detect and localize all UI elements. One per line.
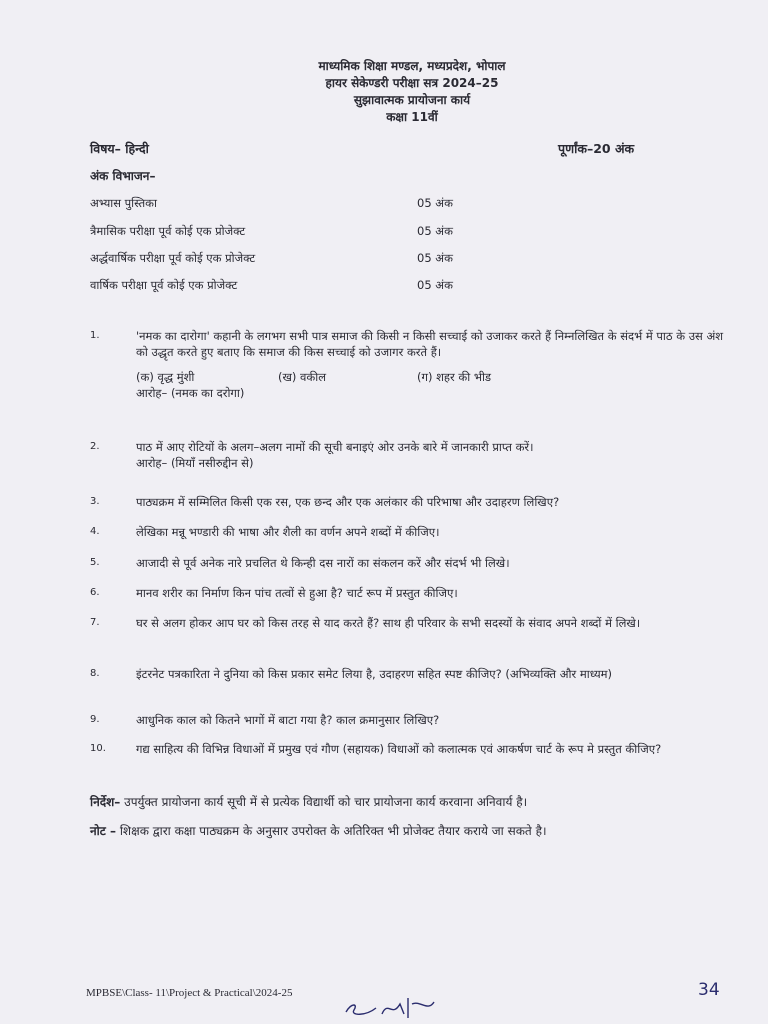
question-reference: आरोह– (मियाँ नसीरुद्दीन से) [136, 456, 254, 470]
option-kha: (ख) वकील [278, 370, 327, 384]
marks-row [90, 278, 490, 296]
question-text: आजादी से पूर्व अनेक नारे प्रचलित थे किन्ही दस नारों का संकलन करें और संदर्भ भी लिखे। [136, 556, 510, 570]
question-number: 3. [90, 496, 100, 507]
question-number: 10. [90, 743, 106, 754]
subject-label: विषय– हिन्दी [90, 141, 149, 156]
signature-icon [342, 990, 442, 1020]
option-ka: (क) वृद्ध मुंशी [136, 370, 195, 384]
question-options [136, 369, 730, 385]
footer-path: MPBSE\Class- 11\Project & Practical\2024-25 [86, 987, 293, 999]
question-number: 9. [90, 714, 100, 725]
question-text: गद्य साहित्य की विभिन्न विधाओं में प्रमुख एवं गौण (सहायक) विधाओं को कलात्मक एवं आकर्षण चार्ट के रूप मे प्रस्तुत कीजिए? [136, 742, 662, 756]
page-number: 34 [698, 980, 720, 1000]
marks-row-value: 05 अंक [417, 251, 453, 265]
instruction-text: उपर्युक्त प्रायोजना कार्य सूची में से प्रत्येक विद्यार्थी को चार प्रायोजना कार्य करवाना अनिवार्य है। [124, 795, 528, 809]
marks-row [90, 251, 490, 269]
note-line [90, 823, 730, 839]
question-number: 2. [90, 441, 100, 452]
marks-row-value: 05 अंक [417, 196, 453, 210]
question-number: 8. [90, 668, 100, 679]
question-number: 4. [90, 526, 100, 537]
question-text: आधुनिक काल को कितने भागों में बाटा गया है? काल क्रमानुसार लिखिए? [136, 713, 440, 727]
option-ga: (ग) शहर की भीड [417, 370, 492, 384]
marks-row-label: अभ्यास पुस्तिका [90, 196, 157, 210]
board-name: माध्यमिक शिक्षा मण्डल, मध्यप्रदेश, भोपाल [318, 59, 506, 73]
marks-row [90, 196, 490, 214]
note-label: नोट – [90, 824, 116, 838]
question-text: लेखिका मन्नू भण्डारी की भाषा और शैली का वर्णन अपने शब्दों में कीजिए। [136, 525, 440, 539]
question-text: घर से अलग होकर आप घर को किस तरह से याद करते हैं? साथ ही परिवार के सभी सदस्यों के संवाद अपने शब्दों में लिखे। [136, 616, 641, 630]
class-name: कक्षा 11वीं [386, 110, 438, 124]
instruction-label: निर्देश– [90, 795, 121, 809]
max-marks-label: पूर्णांक–20 अंक [558, 141, 635, 156]
marks-row-value: 05 अंक [417, 224, 453, 238]
question-text: मानव शरीर का निर्माण किन पांच तत्वों से हुआ है? चार्ट रूप में प्रस्तुत कीजिए। [136, 586, 458, 600]
marks-row-label: त्रैमासिक परीक्षा पूर्व कोई एक प्रोजेक्ट [90, 224, 246, 238]
question-reference: आरोह– (नमक का दरोगा) [136, 386, 245, 400]
marks-row-label: वार्षिक परीक्षा पूर्व कोई एक प्रोजेक्ट [90, 278, 238, 292]
question-text: पाठ में आए रोटियों के अलग–अलग नामों की सूची बनाइएं ओर उनके बारे में जानकारी प्राप्त करें। [136, 440, 534, 454]
question-number: 6. [90, 587, 100, 598]
document-title: सुझावात्मक प्रायोजना कार्य [353, 93, 471, 107]
marks-division-title: अंक विभाजन– [90, 169, 156, 183]
marks-row-label: अर्द्धवार्षिक परीक्षा पूर्व कोई एक प्रोजेक्ट [90, 251, 256, 265]
question-text: 'नमक का दारोगा' कहानी के लगभग सभी पात्र समाज की किसी न किसी सच्चाई को उजाकर करते हैं निम्नलिखित के संदर्भ में पाठ के उस अंश को उद्धृत करते हुए बताए कि समाज की किस सच्चाई को उजागर करते हैं। [136, 329, 724, 359]
question-number: 5. [90, 557, 100, 568]
question-number: 7. [90, 617, 100, 628]
exam-session: हायर सेकेण्डरी परीक्षा सत्र 2024–25 [325, 76, 499, 90]
document-header [0, 58, 768, 126]
note-text: शिक्षक द्वारा कक्षा पाठ्यक्रम के अनुसार उपरोक्त के अतिरिक्त भी प्रोजेक्ट तैयार कराये जा सकते है। [119, 824, 547, 838]
marks-row-value: 05 अंक [417, 278, 453, 292]
question-text: इंटरनेट पत्रकारिता ने दुनिया को किस प्रकार समेट लिया है, उदाहरण सहित स्पष्ट कीजिए? (अभिव्यक्ति और माध्यम) [136, 667, 613, 681]
question-number: 1. [90, 330, 100, 341]
question-text: पाठ्यक्रम में सम्मिलित किसी एक रस, एक छन्द और एक अलंकार की परिभाषा और उदाहरण लिखिए? [136, 495, 560, 509]
marks-row [90, 224, 490, 242]
instruction-line [90, 794, 730, 810]
